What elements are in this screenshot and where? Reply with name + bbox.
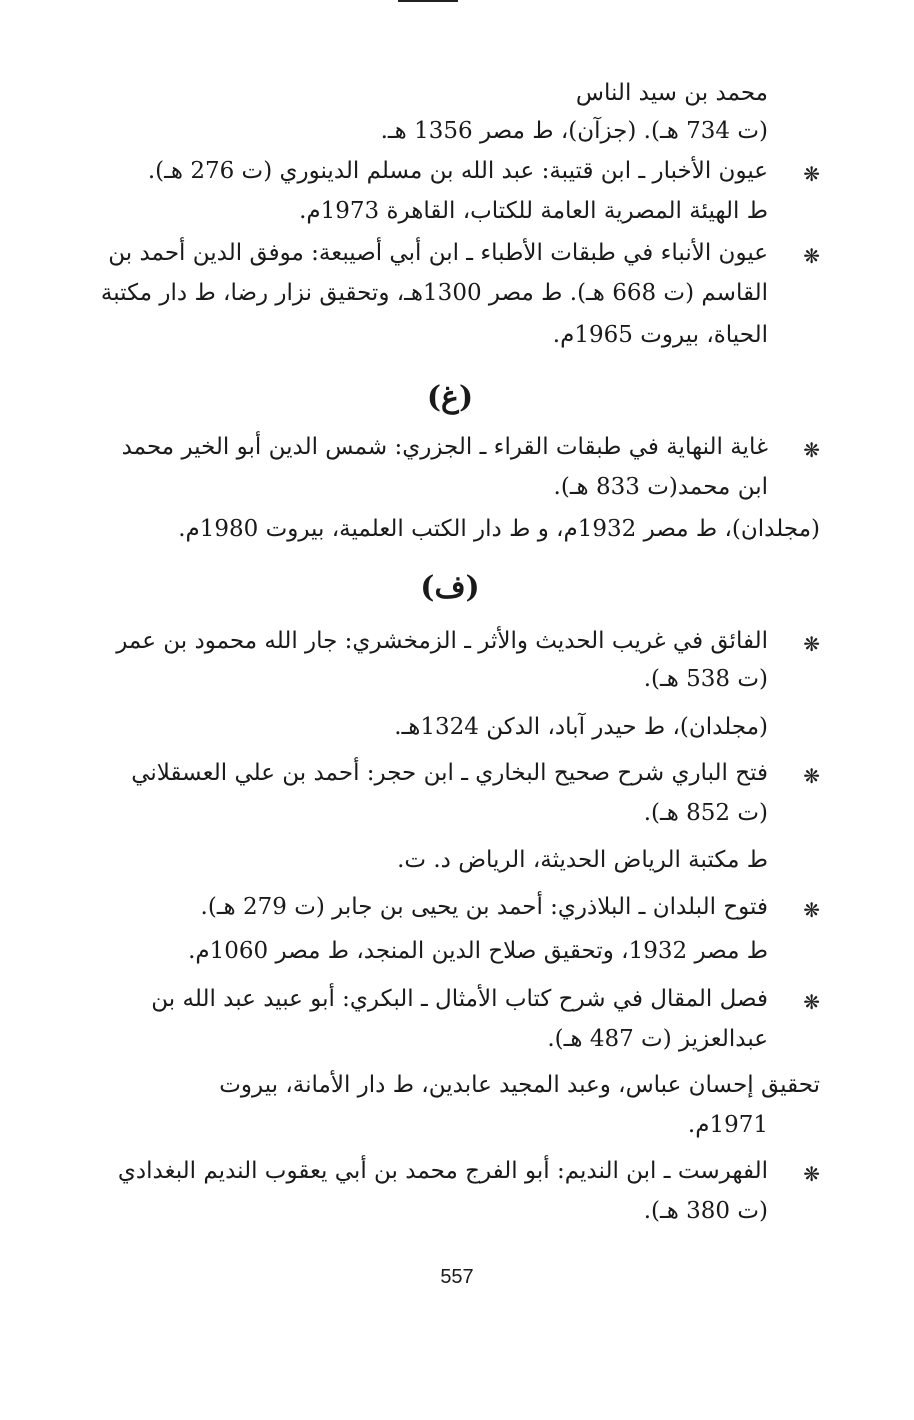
bullet-star-icon: ❋ <box>803 1162 820 1186</box>
entry-line: تحقيق إحسان عباس، وعبد المجيد عابدين، ط دار الأمانة، بيروت <box>219 1072 820 1098</box>
page-number: 557 <box>440 1266 474 1288</box>
bullet-star-icon: ❋ <box>803 898 820 922</box>
entry-line: القاسم (ت 668 هـ). ط مصر 1300هـ، وتحقيق نزار رضا، ط دار مكتبة <box>100 280 768 306</box>
entry-line: محمد بن سيد الناس <box>575 80 768 106</box>
entry-line: (ت 852 هـ). <box>643 800 768 826</box>
entry-line: فصل المقال في شرح كتاب الأمثال ـ البكري: أبو عبيد عبد الله بن <box>151 986 768 1012</box>
entry-line: عيون الأنباء في طبقات الأطباء ـ ابن أبي أصيبعة: موفق الدين أحمد بن <box>108 240 768 266</box>
entry-line: عبدالعزيز (ت 487 هـ). <box>547 1026 768 1052</box>
entry-line: ط مكتبة الرياض الحديثة، الرياض د. ت. <box>397 847 768 873</box>
entry-line: الحياة، بيروت 1965م. <box>552 322 768 348</box>
bullet-star-icon: ❋ <box>803 990 820 1014</box>
entry-line: 1971م. <box>687 1112 768 1138</box>
entry-line: (ت 734 هـ). (جزآن)، ط مصر 1356 هـ. <box>380 118 768 144</box>
entry-line: ط الهيئة المصرية العامة للكتاب، القاهرة 1973م. <box>299 198 768 224</box>
entry-line: الفهرست ـ ابن النديم: أبو الفرج محمد بن أبي يعقوب النديم البغدادي <box>117 1158 768 1184</box>
entry-line: فتح الباري شرح صحيح البخاري ـ ابن حجر: أحمد بن علي العسقلاني <box>131 760 768 786</box>
entry-line: ط مصر 1932، وتحقيق صلاح الدين المنجد، ط مصر 1060م. <box>188 938 768 964</box>
entry-line: غاية النهاية في طبقات القراء ـ الجزري: شمس الدين أبو الخير محمد <box>121 434 768 460</box>
bullet-star-icon: ❋ <box>803 764 820 788</box>
bullet-star-icon: ❋ <box>803 438 820 462</box>
top-rule <box>398 0 458 2</box>
bullet-star-icon: ❋ <box>803 162 820 186</box>
entry-line: الفائق في غريب الحديث والأثر ـ الزمخشري: جار الله محمود بن عمر <box>116 628 768 654</box>
entry-line: (ت 538 هـ). <box>643 666 768 692</box>
entry-line: (مجلدان)، ط حيدر آباد، الدكن 1324هـ. <box>394 714 768 740</box>
entry-line: (مجلدان)، ط مصر 1932م، و ط دار الكتب العلمية، بيروت 1980م. <box>178 516 820 542</box>
entry-line: عيون الأخبار ـ ابن قتيبة: عبد الله بن مسلم الدينوري (ت 276 هـ). <box>147 158 768 184</box>
section-heading-fa: (ف) <box>420 570 480 605</box>
section-heading-ghayn: (غ) <box>426 380 474 415</box>
entry-line: (ت 380 هـ). <box>643 1198 768 1224</box>
bullet-star-icon: ❋ <box>803 632 820 656</box>
entry-line: ابن محمد(ت 833 هـ). <box>553 474 768 500</box>
entry-line: فتوح البلدان ـ البلاذري: أحمد بن يحيى بن جابر (ت 279 هـ). <box>200 894 768 920</box>
bullet-star-icon: ❋ <box>803 244 820 268</box>
